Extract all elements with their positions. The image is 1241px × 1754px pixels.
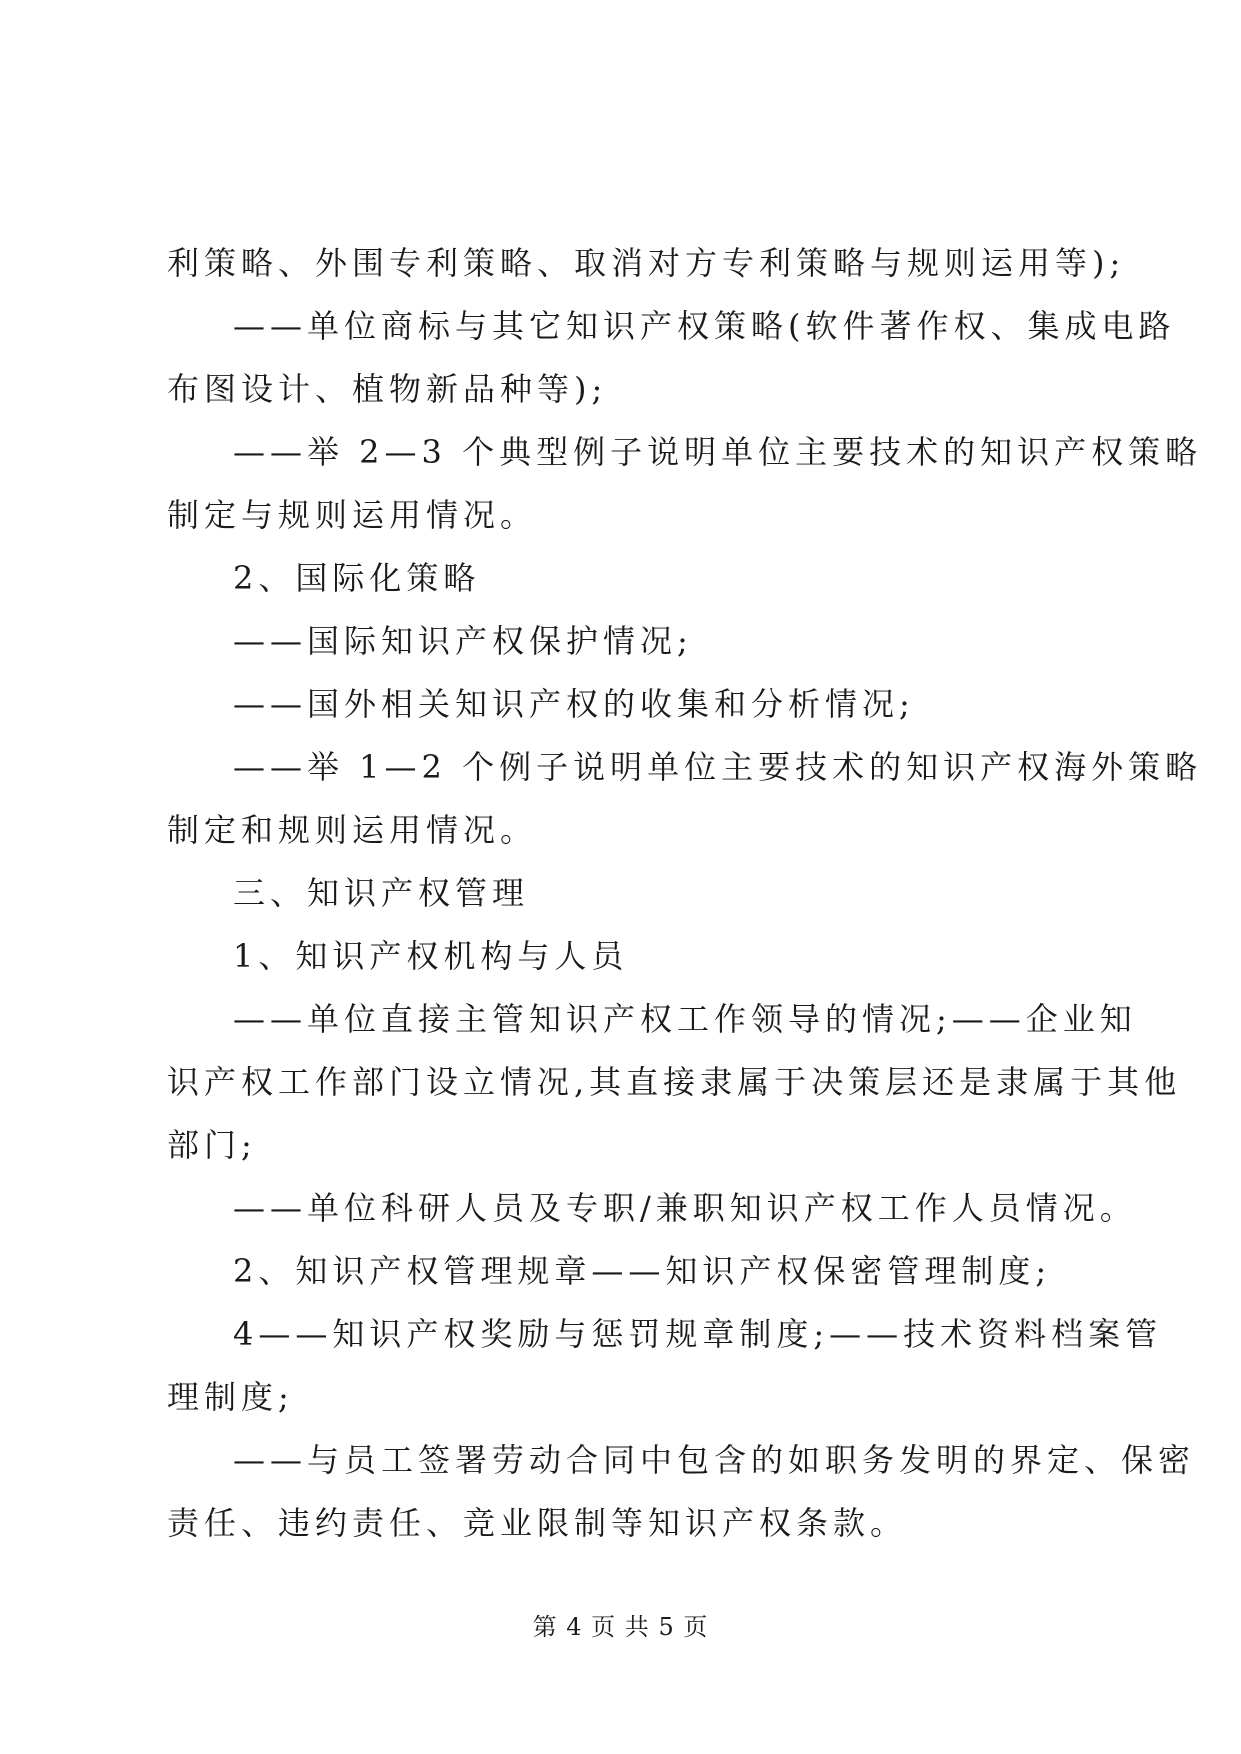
text-line: 布图设计、植物新品种等); (167, 370, 608, 408)
text-line: ——举 2—3 个典型例子说明单位主要技术的知识产权策略 (233, 433, 1203, 471)
text-line: 理制度; (167, 1378, 294, 1416)
text-line: 部门; (167, 1126, 257, 1164)
section-heading: 三、知识产权管理 (233, 874, 530, 912)
page-footer: 第 4 页 共 5 页 (532, 1613, 709, 1641)
text-line: 4——知识产权奖励与惩罚规章制度;——技术资料档案管 (233, 1315, 1163, 1353)
text-line: 2、知识产权管理规章——知识产权保密管理制度; (233, 1252, 1052, 1290)
text-line: 制定与规则运用情况。 (167, 496, 538, 534)
text-line: 利策略、外围专利策略、取消对方专利策略与规则运用等); (167, 244, 1126, 282)
text-line: ——举 1—2 个例子说明单位主要技术的知识产权海外策略 (233, 748, 1203, 786)
text-line: ——单位直接主管知识产权工作领导的情况;——企业知 (233, 1000, 1137, 1038)
text-line: ——单位商标与其它知识产权策略(软件著作权、集成电路 (233, 307, 1176, 345)
text-line: 识产权工作部门设立情况,其直接隶属于决策层还是隶属于其他 (167, 1063, 1182, 1101)
text-line: 责任、违约责任、竞业限制等知识产权条款。 (167, 1504, 908, 1542)
text-line: ——国外相关知识产权的收集和分析情况; (233, 685, 915, 723)
text-line: 制定和规则运用情况。 (167, 811, 538, 849)
text-line: ——与员工签署劳动合同中包含的如职务发明的界定、保密 (233, 1441, 1196, 1479)
text-line: ——单位科研人员及专职/兼职知识产权工作人员情况。 (233, 1189, 1137, 1227)
section-heading: 1、知识产权机构与人员 (233, 937, 629, 975)
section-heading: 2、国际化策略 (233, 559, 481, 597)
text-line: ——国际知识产权保护情况; (233, 622, 693, 660)
